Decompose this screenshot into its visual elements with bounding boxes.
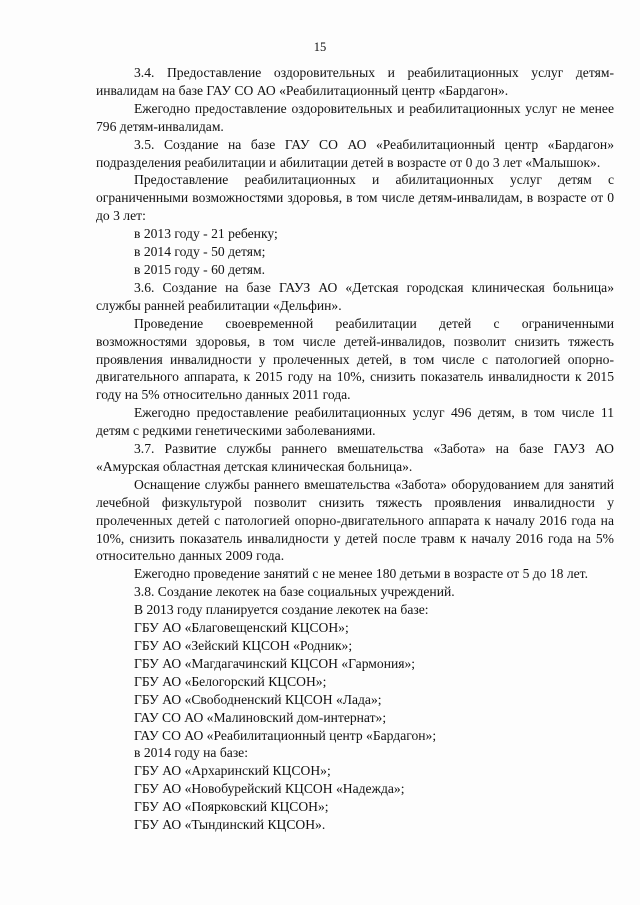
paragraph-3-4-result: Ежегодно предоставление оздоровительных и реабилитационных услуг не менее 796 детям-инвалидам. bbox=[96, 100, 614, 134]
paragraph-3-4: 3.4. Предоставление оздоровительных и реабилитационных услуг детям-инвалидам на базе ГАУ СО АО «Реабилитационный центр «Бардагон». bbox=[96, 65, 614, 98]
plan-2013-item: ГБУ АО «Благовещенский КЦСОН»; bbox=[134, 620, 349, 636]
plan-2013-item: ГБУ АО «Свободненский КЦСОН «Лада»; bbox=[134, 691, 382, 707]
paragraph-3-8: 3.8. Создание лекотек на базе социальных учреждений. bbox=[134, 584, 455, 600]
paragraph-3-7-classes: Ежегодно проведение занятий с не менее 180 детьми в возрасте от 5 до 18 лет. bbox=[134, 566, 588, 582]
paragraph-3-5: 3.5. Создание на базе ГАУ СО АО «Реабилитационный центр «Бардагон» подразделения реабилитации и абилитации детей в возрасте от 0 до 3 лет «Малышок». bbox=[96, 136, 614, 170]
plan-2013-item: ГБУ АО «Магдагачинский КЦСОН «Гармония»; bbox=[134, 655, 416, 671]
year-item-2015: в 2015 году - 60 детям. bbox=[134, 261, 266, 277]
plan-2013-item: ГБУ АО «Зейский КЦСОН «Родник»; bbox=[134, 638, 353, 653]
year-item-2013: в 2013 году - 21 ребенку; bbox=[134, 226, 278, 242]
plan-2013-item: ГБУ АО «Белогорский КЦСОН»; bbox=[134, 673, 327, 689]
plan-2014-intro: в 2014 году на базе: bbox=[134, 745, 248, 761]
paragraph-3-6-services: Ежегодно предоставление реабилитационных услуг 496 детям, в том числе 11 детям с редкими генетическими заболеваниями. bbox=[96, 405, 614, 439]
paragraph-3-6: 3.6. Создание на базе ГАУЗ АО «Детская городская клиническая больница» службы ранней реабилитации «Дельфин». bbox=[96, 279, 614, 313]
paragraph-3-7: 3.7. Развитие службы раннего вмешательства «Забота» на базе ГАУЗ АО «Амурская областная детская клиническая больница». bbox=[96, 441, 614, 474]
plan-2014-item: ГБУ АО «Новобурейский КЦСОН «Надежда»; bbox=[134, 781, 405, 797]
plan-2014-item: ГБУ АО «Поярковский КЦСОН»; bbox=[134, 799, 329, 815]
plan-2013-intro: В 2013 году планируется создание лекотек на базе: bbox=[134, 602, 429, 618]
page-number: 15 bbox=[313, 40, 327, 54]
paragraph-3-7-equipment: Оснащение службы раннего вмешательства «Забота» оборудованием для занятий лечебной физкультурой позволит снизить тяжесть проявления инвалидности у пролеченных детей с патологией опорно-двигательного аппарата к началу 2016 года на 10%, снизить показатель инвалидности у детей после травм к началу 2016 года на 5% относительно данных 2009 года. bbox=[96, 476, 614, 564]
year-item-2014: в 2014 году - 50 детям; bbox=[134, 244, 266, 260]
paragraph-3-5-services: Предоставление реабилитационных и абилитационных услуг детям с ограниченными возможностями здоровья, в том числе детям-инвалидам, в возрасте от 0 до 3 лет: bbox=[96, 172, 614, 224]
plan-2014-item: ГБУ АО «Архаринский КЦСОН»; bbox=[134, 763, 331, 779]
plan-2013-item: ГАУ СО АО «Реабилитационный центр «Бардагон»; bbox=[134, 727, 437, 743]
plan-2014-item: ГБУ АО «Тындинский КЦСОН». bbox=[134, 817, 326, 833]
document-body bbox=[96, 64, 614, 834]
paragraph-3-6-rehab: Проведение своевременной реабилитации детей с ограниченными возможностями здоровья, в том числе детей-инвалидов, позволит снизить тяжесть проявления инвалидности у пролеченных детей, в том числе с патологией опорно-двигательного аппарата, к 2015 году на 10%, снизить показатель инвалидности к 2015 году на 5% относительно данных 2011 года. bbox=[96, 315, 614, 403]
plan-2013-item: ГАУ СО АО «Малиновский дом-интернат»; bbox=[134, 709, 387, 725]
